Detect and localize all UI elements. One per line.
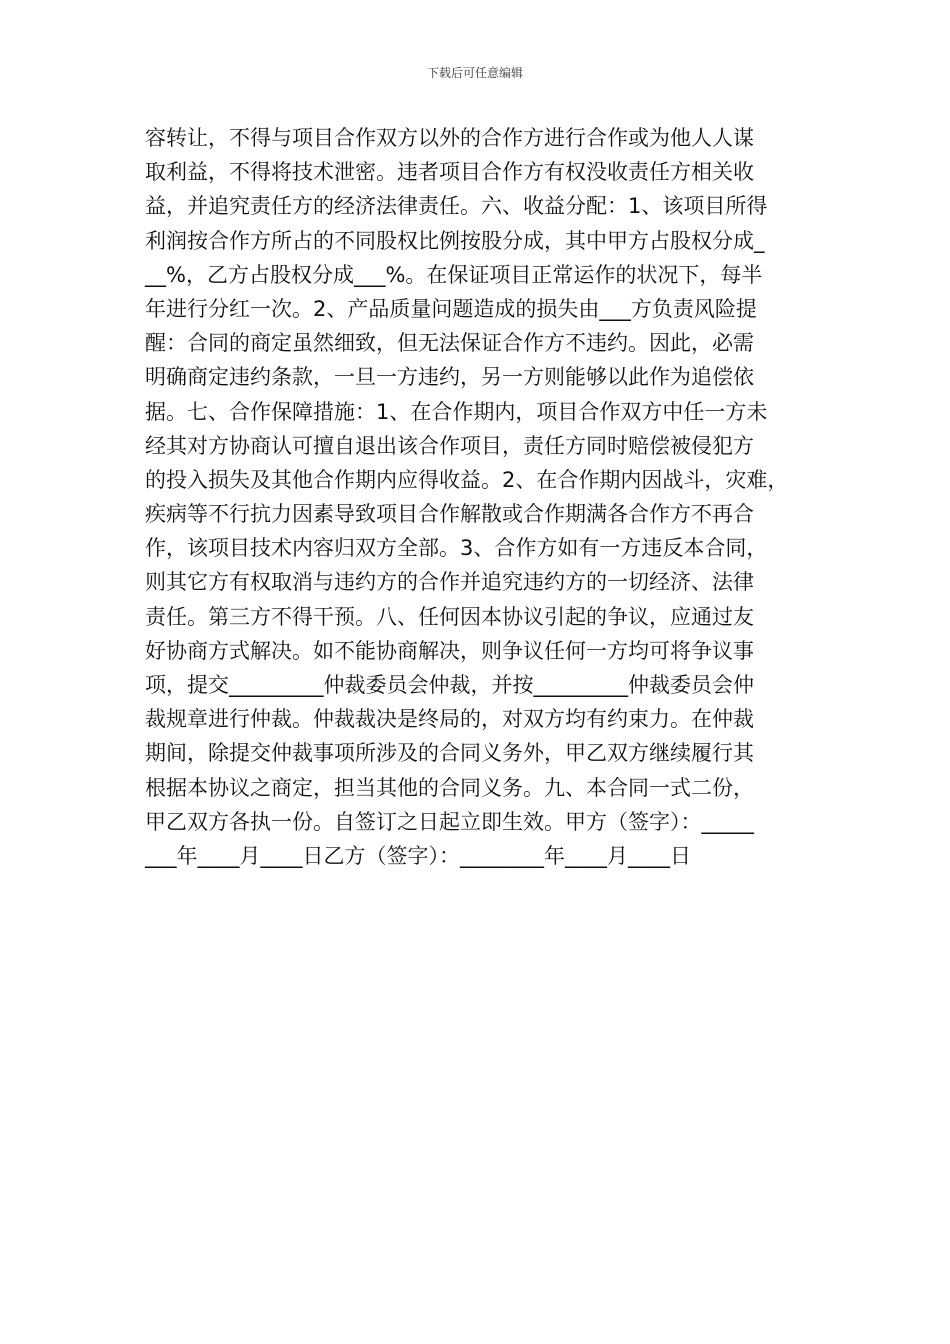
text-line: 益，并追究责任方的经济法律责任。六、收益分配：1、该项目所得 [145, 194, 768, 219]
text-line: 期间，除提交仲裁事项所涉及的合同义务外，甲乙双方继续履行其 [145, 741, 754, 766]
text-line: 根据本协议之商定，担当其他的合同义务。九、本合同一式二份， [145, 775, 754, 800]
text-line: 容转让，不得与项目合作双方以外的合作方进行合作或为他人人谋 [145, 126, 754, 150]
text-line: 的投入损失及其他合作期内应得收益。2、在合作期内因战斗，灾难， [145, 467, 789, 492]
text-line: 则其它方有权取消与违约方的合作并追究违约方的一切经济、法律 [145, 570, 754, 595]
text-line: 甲乙双方各执一份。自签订之日起立即生效。甲方（签字）：_____ [145, 809, 754, 834]
header-note: 下载后可任意编辑 [426, 66, 523, 80]
text-line: 疾病等不行抗力因素导致项目合作解散或合作期满各合作方不再合 [145, 502, 754, 527]
text-line: 责任。第三方不得干预。八、任何因本协议引起的争议，应通过友 [145, 604, 754, 629]
text-line: 利润按合作方所占的不同股权比例按股分成，其中甲方占股权分成_ [145, 228, 765, 253]
text-line: 裁规章进行仲裁。仲裁裁决是终局的，对双方均有约束力。在仲裁 [145, 707, 754, 732]
text-line: 好协商方式解决。如不能协商解决，则争议任何一方均可将争议事 [145, 638, 754, 663]
text-line: 项，提交_________仲裁委员会仲裁，并按_________仲裁委员会仲 [145, 673, 754, 697]
text-line: 作，该项目技术内容归双方全部。3、合作方如有一方违反本合同， [145, 536, 768, 561]
text-line: 经其对方协商认可擅自退出该合作项目，责任方同时赔偿被侵犯方 [145, 433, 754, 458]
text-line: __%，乙方占股权分成___%。在保证项目正常运作的状况下，每半 [145, 262, 763, 287]
text-line: 据。七、合作保障措施：1、在合作期内，项目合作双方中任一方未 [145, 399, 768, 424]
text-line: 年进行分红一次。2、产品质量问题造成的损失由___方负责风险提 [145, 296, 757, 321]
text-line: 取利益，不得将技术泄密。违者项目合作方有权没收责任方相关收 [145, 160, 754, 185]
text-line: 明确商定违约条款，一旦一方违约，另一方则能够以此作为追偿依 [145, 365, 754, 390]
text-line: 醒：合同的商定虽然细致，但无法保证合作方不违约。因此，必需 [145, 331, 754, 356]
signature-line: ___年____月____日乙方（签字）：________年____月____日 [145, 843, 691, 868]
contract-body [145, 121, 815, 873]
